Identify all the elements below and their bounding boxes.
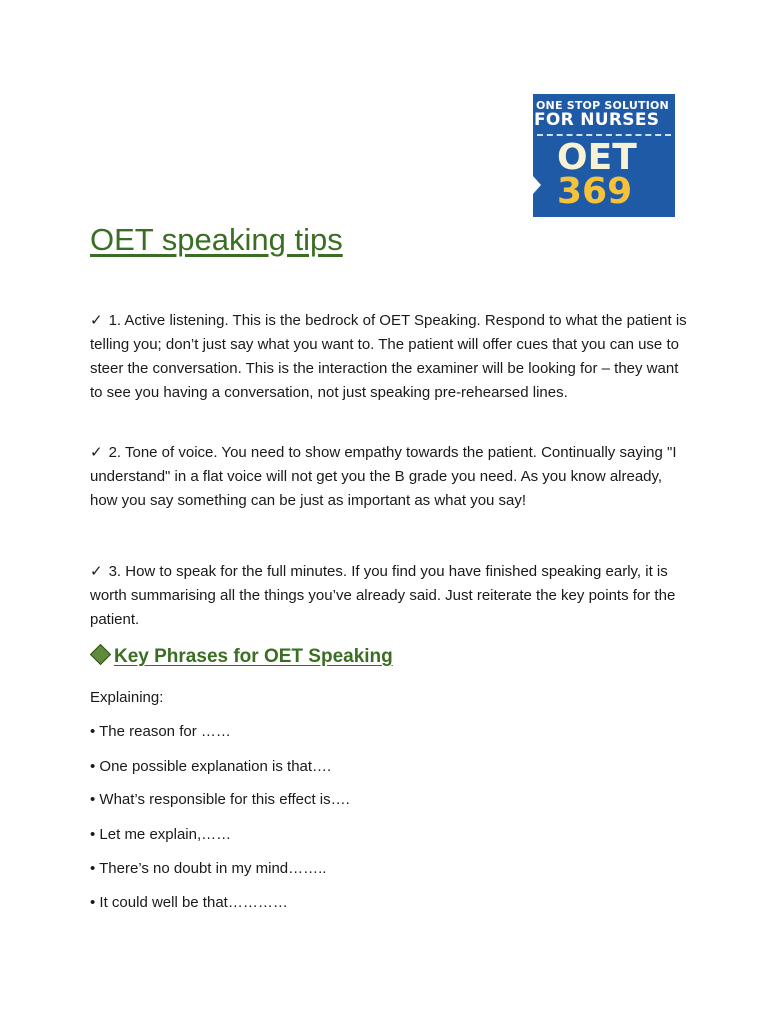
- phrases-subheading: Explaining:: [90, 689, 164, 706]
- list-item: • There’s no doubt in my mind……..: [90, 860, 327, 877]
- checkmark-icon: ✓: [90, 563, 103, 580]
- logo-tagline-1: ONE STOP SOLUTION: [536, 99, 669, 112]
- tip-3: [90, 560, 690, 632]
- tip-3-text: 3. How to speak for the full minutes. If you find you have finished speaking early, it is worth summarising all the things you’ve already said. Just reiterate the key points for the patient.: [90, 563, 676, 628]
- list-item: • It could well be that…………: [90, 894, 288, 911]
- checkmark-icon: ✓: [90, 444, 103, 461]
- logo-divider: [537, 134, 671, 136]
- list-item: • Let me explain,……: [90, 826, 232, 843]
- tip-2-text: 2. Tone of voice. You need to show empathy towards the patient. Continually saying "I understand" in a flat voice will not get you the B grade you need. As you know already, how you say something can be just as important as what you say!: [90, 444, 677, 509]
- tip-1-text: 1. Active listening. This is the bedrock of OET Speaking. Respond to what the patient is telling you; don’t just say what you want to. The patient will offer cues that you can use to steer the conversation. This is the interaction the examiner will be looking for – they want to see you having a conversation, not just speaking pre-rehearsed lines.: [90, 312, 687, 401]
- list-item: • The reason for ……: [90, 723, 231, 740]
- section-heading: [90, 646, 393, 668]
- logo-tagline-2: FOR NURSES: [534, 110, 660, 130]
- diamond-icon: [90, 644, 111, 665]
- list-item: • One possible explanation is that….: [90, 758, 332, 775]
- checkmark-icon: ✓: [90, 312, 103, 329]
- list-item: • What’s responsible for this effect is….: [90, 791, 350, 808]
- oet369-logo: [533, 94, 675, 217]
- logo-369: 369: [557, 171, 633, 212]
- tip-1: [90, 309, 690, 405]
- page-title: OET speaking tips: [90, 222, 343, 257]
- tip-2: [90, 441, 690, 513]
- logo-oet: OET: [557, 137, 637, 178]
- section-heading-text: Key Phrases for OET Speaking: [114, 646, 393, 667]
- logo-arrow-icon: [533, 176, 541, 194]
